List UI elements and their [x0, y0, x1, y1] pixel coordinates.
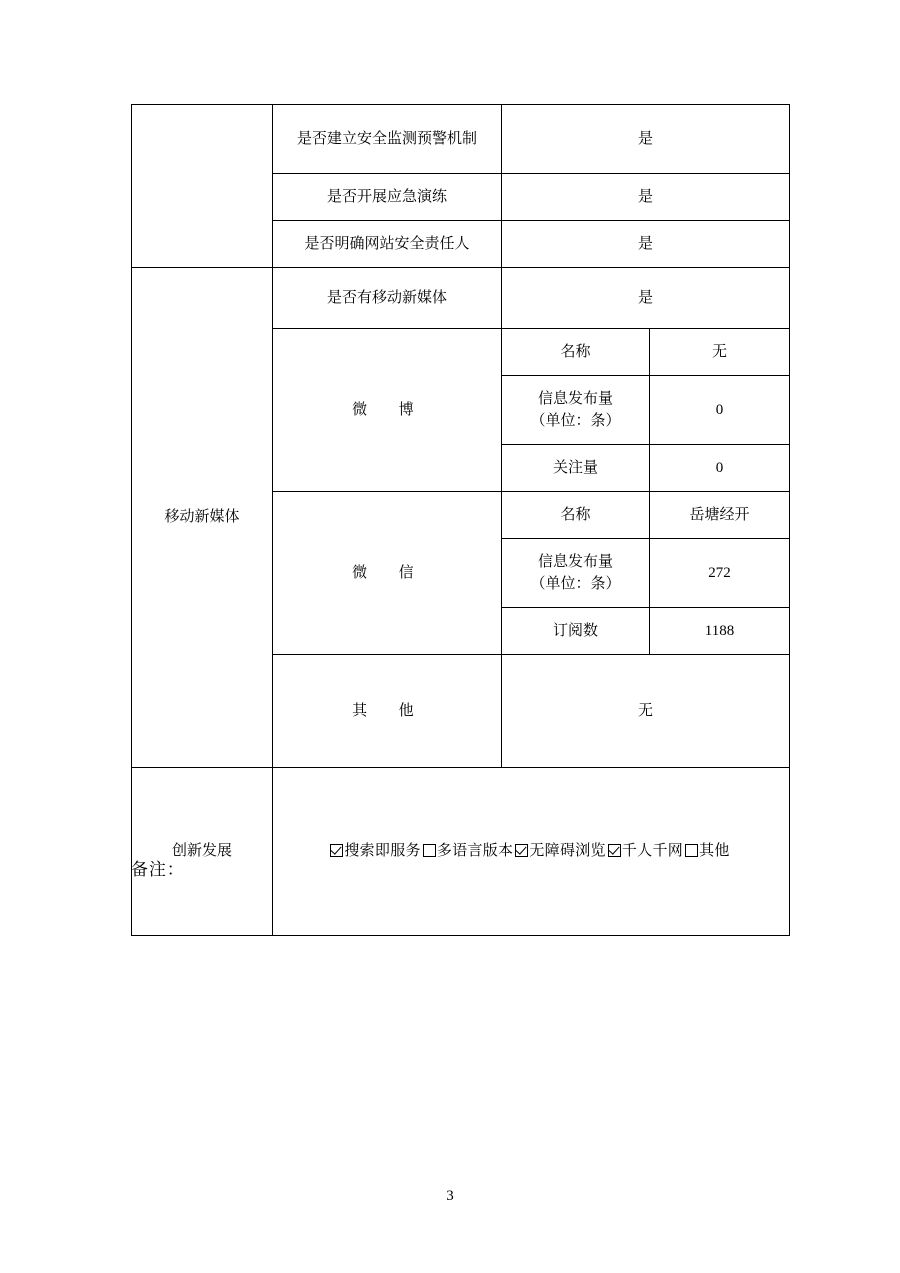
weibo-key-1-line2: （单位：条）	[530, 413, 621, 429]
weixin-key-1-line2: （单位：条）	[530, 576, 621, 592]
innovation-option-2[interactable]	[515, 843, 606, 859]
checkbox-icon[interactable]	[608, 844, 621, 857]
annual-report-table	[131, 104, 790, 936]
has-media-value: 是	[502, 268, 790, 329]
weixin-value-0: 岳塘经开	[650, 492, 790, 539]
page-number: 3	[446, 1188, 454, 1204]
weixin-key-1	[502, 539, 650, 608]
innovation-option-3-label: 千人千网	[621, 843, 684, 860]
has-media-label: 是否有移动新媒体	[273, 268, 502, 329]
security-section-cell	[132, 105, 273, 268]
table-row	[132, 268, 790, 329]
innovation-option-4-label: 其他	[699, 843, 730, 860]
weixin-key-0: 名称	[502, 492, 650, 539]
table-row	[132, 105, 790, 174]
security-label-1: 是否开展应急演练	[273, 174, 502, 221]
innovation-option-0-label: 搜索即服务	[344, 843, 421, 860]
security-label-2: 是否明确网站安全责任人	[273, 221, 502, 268]
weixin-label: 微 信	[273, 492, 502, 655]
checkbox-icon[interactable]	[515, 844, 528, 857]
innovation-option-1[interactable]	[423, 843, 514, 859]
checkbox-icon[interactable]	[423, 844, 436, 857]
checkbox-icon[interactable]	[330, 844, 343, 857]
other-media-label: 其 他	[273, 655, 502, 768]
weibo-key-0: 名称	[502, 329, 650, 376]
weibo-key-1-line1: 信息发布量	[537, 390, 613, 407]
security-value-2: 是	[502, 221, 790, 268]
innovation-option-1-label: 多语言版本	[436, 843, 514, 860]
innovation-option-4[interactable]	[685, 843, 730, 859]
table-row	[132, 768, 790, 936]
innovation-options-cell	[273, 768, 790, 936]
weibo-key-1	[502, 376, 650, 445]
innovation-option-3[interactable]	[608, 843, 683, 859]
weixin-value-1: 272	[650, 539, 790, 608]
security-label-0: 是否建立安全监测预警机制	[273, 105, 502, 174]
media-section-label: 移动新媒体	[132, 268, 273, 768]
weibo-key-2: 关注量	[502, 445, 650, 492]
weibo-value-2: 0	[650, 445, 790, 492]
innovation-label: 创新发展	[132, 768, 273, 936]
weixin-key-1-line1: 信息发布量	[537, 553, 613, 570]
weibo-label: 微 博	[273, 329, 502, 492]
weibo-value-1: 0	[650, 376, 790, 445]
checkbox-icon[interactable]	[685, 844, 698, 857]
innovation-option-2-label: 无障碍浏览	[529, 843, 606, 860]
remark-label: 备注：	[131, 860, 185, 879]
weixin-key-2: 订阅数	[502, 608, 650, 655]
security-value-0: 是	[502, 105, 790, 174]
weixin-value-2: 1188	[650, 608, 790, 655]
other-media-value: 无	[502, 655, 790, 768]
innovation-option-0[interactable]	[330, 843, 421, 859]
security-value-1: 是	[502, 174, 790, 221]
weibo-value-0: 无	[650, 329, 790, 376]
innovation-checkbox-group[interactable]	[277, 840, 785, 863]
